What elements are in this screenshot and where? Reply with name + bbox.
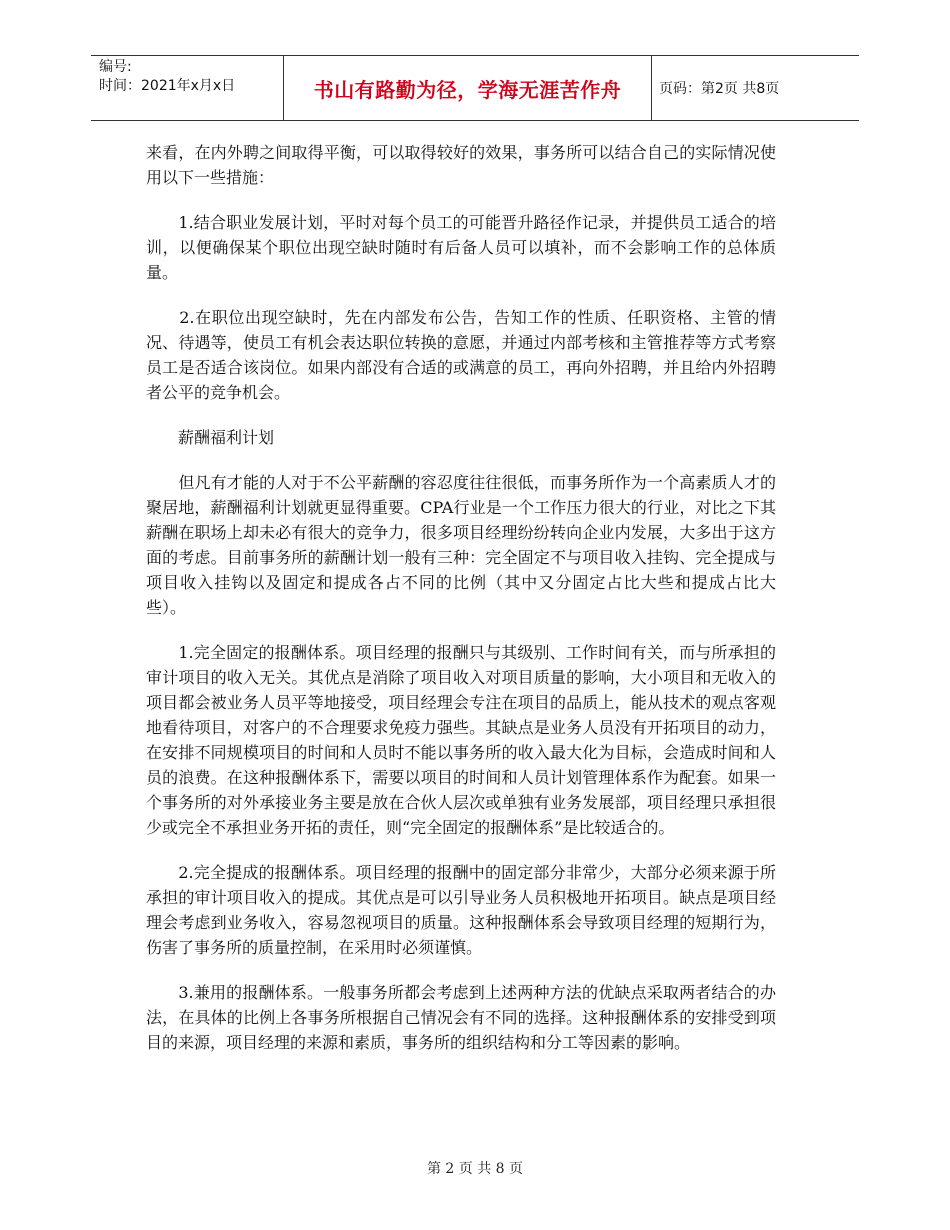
document-body <box>146 140 776 1075</box>
paragraph-measure-2: 2.在职位出现空缺时，先在内部发布公告，告知工作的性质、任职资格、主管的情况、待遇等，使员工有机会表达职位转换的意愿，并通过内部考核和主管推荐等方式考察员工是否适合该岗位。如果内部没有合适的或满意的员工，再向外招聘，并且给内外招聘者公平的竞争机会。 <box>146 308 776 402</box>
page-header <box>91 55 859 121</box>
page-footer: 第 2 页 共 8 页 <box>426 1161 524 1177</box>
paragraph-combined-pay: 3.兼用的报酬体系。一般事务所都会考虑到上述两种方法的优缺点采取两者结合的办法，在具体的比例上各事务所根据自己情况会有不同的选择。这种报酬体系的安排受到项目的来源，项目经理的来源和素质，事务所的组织结构和分工等因素的影响。 <box>146 983 776 1052</box>
header-meta <box>99 58 279 96</box>
paragraph-fixed-pay: 1.完全固定的报酬体系。项目经理的报酬只与其级别、工作时间有关，而与所承担的审计项目的收入无关。其优点是消除了项目收入对项目质量的影响，大小项目和无收入的项目都会被业务人员平等地接受，项目经理会专注在项目的品质上，能从技术的观点客观地看待项目，对客户的不合理要求免疫力强些。其缺点是业务人员没有开拓项目的动力，在安排不同规模项目的时间和人员时不能以事务所的收入最大化为目标，会造成时间和人员的浪费。在这种报酬体系下，需要以项目的时间和人员计划管理体系作为配套。如果一个事务所的对外承接业务主要是放在合伙人层次或单独有业务发展部，项目经理只承担很少或完全不承担业务开拓的责任，则“完全固定的报酬体系”是比较适合的。 <box>146 643 776 837</box>
paragraph-compensation-intro: 但凡有才能的人对于不公平薪酬的容忍度往往很低，而事务所作为一个高素质人才的聚居地，薪酬福利计划就更显得重要。CPA行业是一个工作压力很大的行业，对比之下其薪酬在职场上却未必有很大的竞争力，很多项目经理纷纷转向企业内发展，大多出于这方面的考虑。目前事务所的薪酬计划一般有三种：完全固定不与项目收入挂钩、完全提成与项目收入挂钩以及固定和提成各占不同的比例（其中又分固定占比大些和提成占比大些）。 <box>146 473 776 617</box>
paragraph-continuation: 来看，在内外聘之间取得平衡，可以取得较好的效果，事务所可以结合自己的实际情况使用以下一些措施： <box>146 143 776 187</box>
paragraph-measure-1: 1.结合职业发展计划，平时对每个员工的可能晋升路径作记录，并提供员工适合的培训，以便确保某个职位出现空缺时随时有后备人员可以填补，而不会影响工作的总体质量。 <box>146 213 776 282</box>
document-time-label: 时间：2021年x月x日 <box>99 78 236 94</box>
header-page-number: 页码：第2页 共8页 <box>659 81 780 97</box>
header-divider <box>651 56 652 120</box>
paragraph-commission-pay: 2.完全提成的报酬体系。项目经理的报酬中的固定部分非常少，大部分必须来源于所承担的审计项目收入的提成。其优点是可以引导业务人员积极地开拓项目。缺点是项目经理会考虑到业务收入，容易忽视项目的质量。这种报酬体系会导致项目经理的短期行为，伤害了事务所的质量控制，在采用时必须谨慎。 <box>146 863 776 957</box>
header-motto: 书山有路勤为径，学海无涯苦作舟 <box>313 77 622 102</box>
section-heading-compensation: 薪酬福利计划 <box>146 428 275 447</box>
document-number-label: 编号: <box>99 59 132 75</box>
